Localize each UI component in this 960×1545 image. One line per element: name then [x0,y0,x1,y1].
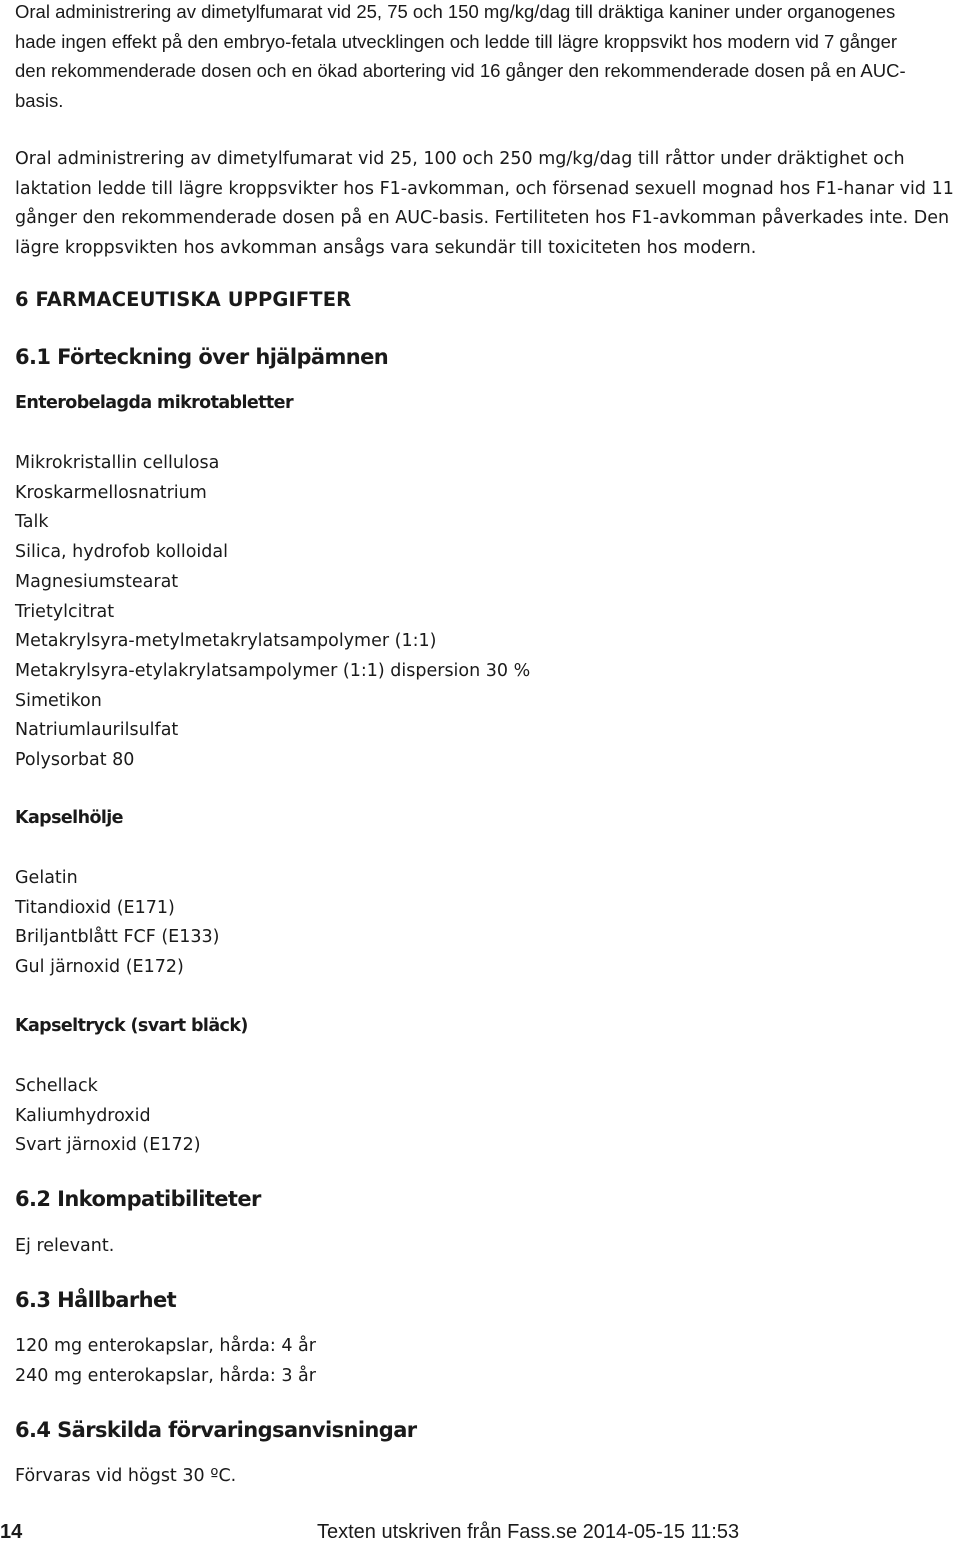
list-item: Kaliumhydroxid [15,1105,151,1126]
list-item: Gul järnoxid (E172) [15,957,184,978]
storage-text: Förvaras vid högst 30 ºC. [15,1466,237,1486]
list-item: Simetikon [15,690,102,711]
list-item: Mikrokristallin cellulosa [15,453,220,473]
list-item: Magnesiumstearat [15,571,179,592]
list-item: Gelatin [15,868,78,888]
page-footer [0,1521,960,1545]
list-item: Metakrylsyra-etylakrylatsampolymer (1:1) dispersion 30 % [15,660,531,681]
shelf-life-list [15,1332,316,1391]
list-item: Natriumlaurilsulfat [15,720,179,741]
list-item: Briljantblått FCF (E133) [15,927,220,948]
list-item: Schellack [15,1076,98,1096]
list-item: Svart järnoxid (E172) [15,1135,201,1156]
excipient-list-kapseltryck [15,1072,201,1161]
group-heading-kapselholje: Kapselhölje [15,808,123,828]
list-item: Talk [15,512,49,533]
intro-paragraph: Oral administrering av dimetylfumarat vid 25, 75 och 150 mg/kg/dag till dräktiga kaniner under organogenes hade ingen effekt på den embryo-fetala utvecklingen och ledde till lägre kroppsvikt hos modern vid 7 gånger den rekommenderade dosen och en ökad abortering vid 16 gånger den rekommenderade dosen på en AUC-basis. [15,1,906,111]
list-item: Silica, hydrofob kolloidal [15,542,228,563]
list-item: 240 mg enterokapslar, hårda: 3 år [15,1365,316,1386]
rat-study-paragraph: Oral administrering av dimetylfumarat vid 25, 100 och 250 mg/kg/dag till råttor under dräktighet och laktation ledde till lägre kroppsvikter hos F1-avkomman, och försenad sexuell mognad hos F1-hanar vid 11 gånger den rekommenderade dosen på en AUC-basis. Fertiliteten hos F1-avkomman påverkades inte. Den lägre kroppsvikten hos avkomman ansågs vara sekundär till toxiciteten hos modern. [15,149,954,258]
list-item: 120 mg enterokapslar, hårda: 4 år [15,1336,316,1356]
subsection-6-3-title: 6.3 Hållbarhet [15,1288,177,1312]
subsection-6-4-title: 6.4 Särskilda förvaringsanvisningar [15,1418,417,1442]
section-title: 6 FARMACEUTISKA UPPGIFTER [15,288,352,311]
list-item: Metakrylsyra-metylmetakrylatsampolymer (1:1) [15,631,437,652]
list-item: Polysorbat 80 [15,750,135,771]
group-heading-mikrotabletter: Enterobelagda mikrotabletter [15,393,293,413]
list-item: Kroskarmellosnatrium [15,482,207,503]
list-item: Trietylcitrat [15,601,115,622]
excipient-list-mikrotabletter [15,449,530,776]
group-heading-kapseltryck: Kapseltryck (svart bläck) [15,1016,248,1036]
excipient-list-kapselholje [15,864,219,983]
printed-from-text: Texten utskriven från Fass.se 2014-05-15 11:53 [317,1521,740,1543]
incompatibility-text: Ej relevant. [15,1236,115,1256]
subsection-6-1-title: 6.1 Förteckning över hjälpämnen [15,345,389,369]
list-item: Titandioxid (E171) [15,897,175,918]
page-number: 14 [0,1521,23,1543]
subsection-6-2-title: 6.2 Inkompatibiliteter [15,1187,261,1211]
